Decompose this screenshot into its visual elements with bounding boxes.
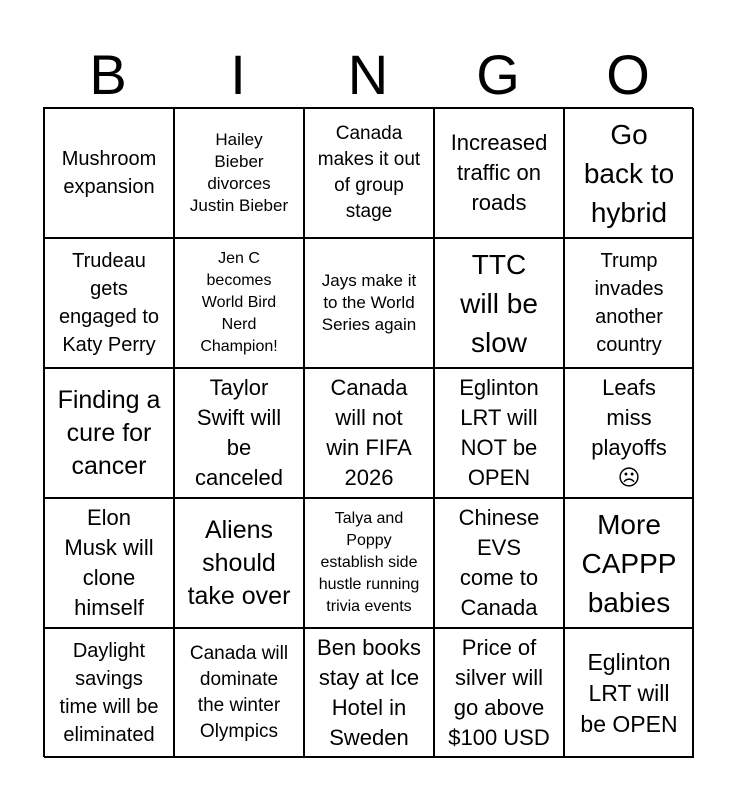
cell-text: Canada will not win FIFA 2026 <box>326 375 412 490</box>
cell-text: Canada will dominate the winter Olympics <box>189 643 289 742</box>
bingo-cell[interactable] <box>564 108 694 238</box>
cell-text: Price of silver will go above $100 USD <box>448 635 550 750</box>
bingo-cell[interactable] <box>564 368 694 498</box>
header-letter-o: O <box>606 43 650 106</box>
cell-text: Taylor Swift will be canceled <box>194 375 284 490</box>
cell-text: Aliens should take over <box>187 515 291 610</box>
bingo-cell[interactable] <box>174 238 304 368</box>
bingo-cell[interactable] <box>304 238 434 368</box>
bingo-cell[interactable] <box>434 628 564 758</box>
header-letter-i: I <box>230 43 246 106</box>
cell-text: Leafs miss playoffs ☹ <box>591 375 667 490</box>
cell-text: Daylight savings time will be eliminated <box>59 640 159 746</box>
bingo-cell[interactable] <box>174 108 304 238</box>
bingo-cell[interactable] <box>44 498 174 628</box>
cell-text: Finding a cure for cancer <box>57 385 161 480</box>
cell-text: Ben books stay at Ice Hotel in Sweden <box>317 635 421 750</box>
cell-text: Eglinton LRT will be OPEN <box>580 648 678 737</box>
cell-text: Mushroom expansion <box>61 148 157 198</box>
cell-text: Chinese EVS come to Canada <box>458 505 540 620</box>
bingo-cell[interactable] <box>174 628 304 758</box>
bingo-cell[interactable] <box>304 498 434 628</box>
bingo-card <box>43 107 693 757</box>
bingo-cell[interactable] <box>304 108 434 238</box>
bingo-cell[interactable] <box>434 368 564 498</box>
cell-text: Elon Musk will clone himself <box>64 505 154 620</box>
bingo-cell[interactable] <box>174 368 304 498</box>
header-letter-g: G <box>476 43 520 106</box>
bingo-cell[interactable] <box>44 238 174 368</box>
cell-text: More CAPPP babies <box>581 508 677 618</box>
cell-text: Go back to hybrid <box>583 118 675 228</box>
cell-text: Increased traffic on roads <box>450 130 548 215</box>
bingo-cell[interactable] <box>44 108 174 238</box>
cell-text: Jen C becomes World Bird Nerd Champion! <box>200 250 278 355</box>
bingo-header <box>43 44 693 106</box>
bingo-cell[interactable] <box>434 108 564 238</box>
bingo-cell[interactable] <box>44 368 174 498</box>
cell-text: Jays make it to the World Series again <box>321 271 417 334</box>
bingo-cell[interactable] <box>564 238 694 368</box>
cell-text: Canada makes it out of group stage <box>317 123 421 222</box>
cell-text: Eglinton LRT will NOT be OPEN <box>459 375 539 490</box>
bingo-cell[interactable] <box>434 498 564 628</box>
cell-text: Trudeau gets engaged to Katy Perry <box>58 250 160 356</box>
header-letter-n: N <box>347 43 389 106</box>
bingo-cell[interactable] <box>44 628 174 758</box>
bingo-cell[interactable] <box>564 498 694 628</box>
bingo-cell[interactable] <box>564 628 694 758</box>
cell-text: Talya and Poppy establish side hustle running trivia events <box>318 510 420 615</box>
cell-text: TTC will be slow <box>460 248 538 358</box>
bingo-cell[interactable] <box>434 238 564 368</box>
bingo-cell[interactable] <box>304 628 434 758</box>
bingo-cell[interactable] <box>174 498 304 628</box>
cell-text: Trump invades another country <box>594 250 664 356</box>
bingo-cell[interactable] <box>304 368 434 498</box>
header-letter-b: B <box>89 43 127 106</box>
cell-text: Hailey Bieber divorces Justin Bieber <box>189 130 289 215</box>
